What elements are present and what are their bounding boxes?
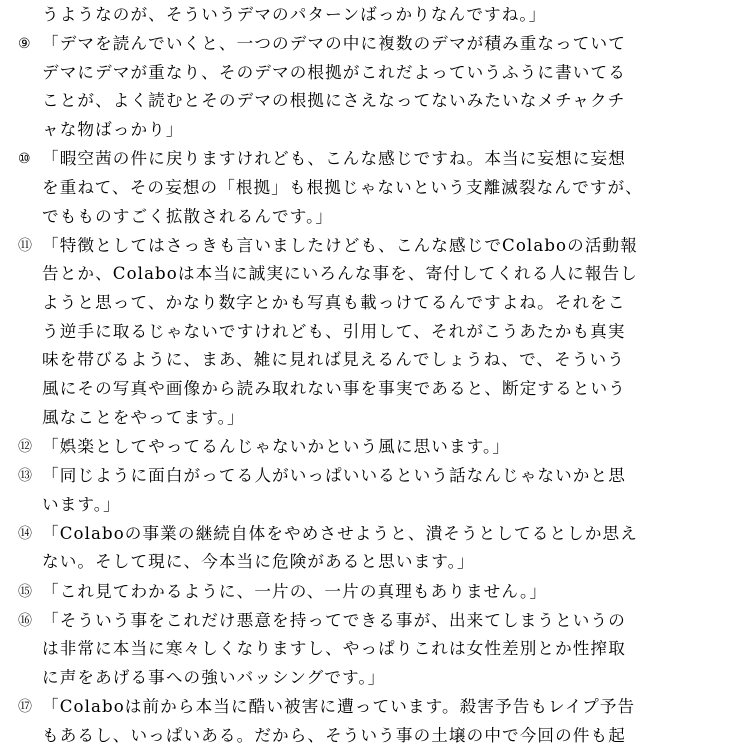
- text-line: [0, 320, 749, 344]
- text-line: [0, 3, 749, 27]
- line-text: ことが、よく読むとそのデマの根拠にさえなってないみたいなメチャクチ: [42, 91, 626, 111]
- line-text: もあるし、いっぱいある。だから、そういう事の土壌の中で今回の件も起: [42, 725, 626, 745]
- line-text: 味を帯びるように、まあ、雑に見れば見えるんでしょうね、で、そういう: [42, 350, 625, 370]
- text-line: [0, 262, 749, 286]
- text-line: [0, 609, 749, 633]
- text-line: [0, 291, 749, 315]
- text-line: [0, 32, 749, 56]
- line-text: 「特徴としてはさっきも言いましたけども、こんな感じでColaboの活動報: [42, 235, 638, 255]
- text-line: [0, 89, 749, 113]
- text-line: [0, 522, 749, 546]
- item-number: ⑬: [18, 467, 32, 484]
- line-text: います。」: [42, 494, 121, 514]
- line-text: ない。そして現に、今本当に危険があると思います。」: [42, 552, 475, 572]
- line-text: を重ねて、その妄想の「根拠」も根拠じゃないという支離滅裂なんですが、: [42, 177, 643, 197]
- text-line: [0, 550, 749, 574]
- text-line: [0, 234, 749, 258]
- text-line: [0, 464, 749, 488]
- line-text: うようなのが、そういうデマのパターンばっかりなんですね。」: [42, 5, 547, 24]
- text-line: [0, 377, 749, 401]
- item-number: ⑯: [18, 612, 32, 629]
- text-line: [0, 61, 749, 85]
- line-text: 「同じように面白がってる人がいっぱいいるという話なんじゃないかと思: [42, 465, 626, 485]
- line-text: 「これ見てわかるように、一片の、一片の真理もありません。」: [42, 581, 548, 601]
- text-line: [0, 118, 749, 142]
- line-text: 「暇空茜の件に戻りますけれども、こんな感じですね。本当に妄想に妄想: [42, 149, 626, 169]
- text-line: [0, 695, 749, 719]
- line-text: ようと思って、かなり数字とかも写真も載っけてるんですよね。それをこ: [42, 293, 626, 313]
- text-line: [0, 493, 749, 517]
- line-text: 風なことをやってます。」: [42, 407, 245, 427]
- line-text: 風にその写真や画像から読み取れない事を事実であると、断定するという: [42, 379, 626, 399]
- item-number: ⑩: [18, 151, 31, 168]
- line-text: ャな物ばっかり」: [42, 120, 184, 140]
- item-number: ⑪: [18, 237, 32, 254]
- line-text: でもものすごく拡散されるんです。」: [42, 206, 334, 226]
- line-text: デマにデマが重なり、そのデマの根拠がこれだよっていうふうに書いてる: [42, 62, 626, 82]
- text-line: [0, 406, 749, 430]
- text-line: [0, 205, 749, 229]
- text-line: [0, 666, 749, 690]
- line-text: 「Colaboは前から本当に酷い被害に遭っています。殺害予告もレイプ予告: [42, 696, 636, 716]
- line-text: 告とか、Colaboは本当に誠実にいろんな事を、寄付してくれる人に報告し: [42, 264, 638, 284]
- line-text: は非常に本当に寒々しくなりますし、やっぱりこれは女性差別とか性搾取: [42, 639, 626, 659]
- text-line: [0, 637, 749, 661]
- text-line: [0, 435, 749, 459]
- text-line: [0, 147, 749, 171]
- text-line: [0, 348, 749, 372]
- text-line: [0, 580, 749, 604]
- item-number: ⑫: [18, 438, 32, 455]
- line-text: に声をあげる事への強いバッシングです。」: [42, 667, 386, 687]
- item-number: ⑭: [18, 525, 32, 542]
- line-text: 「Colaboの事業の継続自体をやめさせようと、潰そうとしてるとしか思え: [42, 523, 638, 543]
- item-number: ⑰: [18, 698, 32, 715]
- line-text: 「娯楽としてやってるんじゃないかという風に思います。」: [42, 436, 511, 456]
- text-line: [0, 176, 749, 200]
- text-line: [0, 724, 749, 748]
- line-text: 「デマを読んでいくと、一つのデマの中に複数のデマが積み重なっていて: [42, 34, 626, 53]
- item-number: ⑮: [18, 583, 32, 600]
- item-number: ⑨: [18, 36, 31, 52]
- line-text: 「そういう事をこれだけ悪意を持ってできる事が、出来てしまうというの: [42, 610, 626, 630]
- line-text: う逆手に取るじゃないですけれども、引用して、それがこうあたかも真実: [42, 321, 626, 341]
